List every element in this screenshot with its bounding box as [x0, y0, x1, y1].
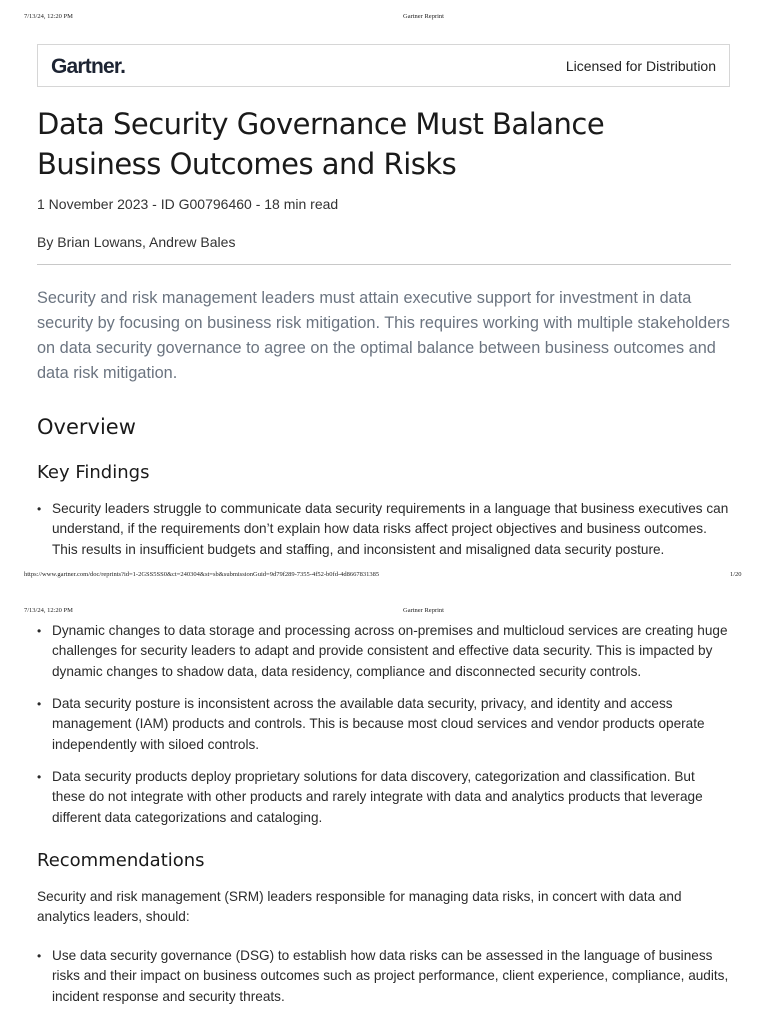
print-timestamp: 7/13/24, 12:20 PM	[24, 13, 73, 20]
bullet-icon: •	[37, 502, 42, 516]
key-finding-text: Data security posture is inconsistent across the available data security, privacy, and identity and access management (IAM) products and controls. This is because most cloud services and vendor products operate independently with siloed controls.	[52, 696, 705, 752]
list-item	[37, 694, 731, 755]
key-finding-text: Data security products deploy proprietary solutions for data discovery, categorization and classification. But these do not integrate with other products and rarely integrate with data and analytics products that leverage different data categorizations and cataloging.	[52, 769, 703, 825]
list-item	[37, 499, 731, 560]
print-timestamp: 7/13/24, 12:20 PM	[24, 607, 73, 614]
list-item	[37, 946, 731, 1007]
bullet-icon: •	[37, 697, 42, 711]
divider	[37, 264, 731, 265]
bullet-icon: •	[37, 624, 42, 638]
list-item	[37, 767, 731, 828]
print-title: Gartner Reprint	[403, 13, 444, 20]
license-label: Licensed for Distribution	[565, 58, 716, 74]
article-authors: By Brian Lowans, Andrew Bales	[37, 234, 236, 250]
recommendations-heading: Recommendations	[37, 850, 205, 871]
article-meta: 1 November 2023 - ID G00796460 - 18 min read	[37, 196, 339, 212]
logo-dot: .	[120, 55, 126, 78]
key-findings-heading: Key Findings	[37, 462, 150, 483]
print-title: Gartner Reprint	[403, 607, 444, 614]
article-summary: Security and risk management leaders must attain executive support for investment in data security by focusing on business risk mitigation. This requires working with multiple stakeholders on data security governance to agree on the optimal balance between business outcomes and data risk mitigation.	[37, 289, 730, 382]
recommendations-intro: Security and risk management (SRM) leaders responsible for managing data risks, in concert with data and analytics leaders, should:	[37, 889, 682, 925]
footer-page-number: 1/20	[730, 571, 742, 578]
article-title: Data Security Governance Must Balance Business Outcomes and Risks	[37, 107, 605, 181]
recommendation-text: Use data security governance (DSG) to establish how data risks can be assessed in the language of business risks and their impact on business outcomes such as project performance, client experience, compliance, audits, incident response and security threats.	[52, 948, 729, 1004]
gartner-logo[interactable]	[51, 55, 125, 79]
bullet-icon: •	[37, 770, 42, 784]
page-break	[0, 590, 768, 596]
bullet-icon: •	[37, 949, 42, 963]
logo-wordmark: Gartner	[51, 55, 121, 78]
overview-heading: Overview	[37, 415, 136, 439]
key-finding-text: Dynamic changes to data storage and processing across on-premises and multicloud services are creating huge challenges for security leaders to adapt and provide consistent and effective data security. This is impacted by dynamic changes to shadow data, data residency, compliance and disconnected security controls.	[52, 623, 728, 679]
document-header	[37, 44, 730, 87]
list-item	[37, 621, 731, 682]
key-finding-text: Security leaders struggle to communicate data security requirements in a language that business executives can understand, if the requirements don’t explain how data risks affect project objectives and business outcomes. This results in insufficient budgets and staffing, and inconsistent and misaligned data security posture.	[52, 501, 729, 557]
footer-url[interactable]: https://www.gartner.com/doc/reprints?id=1-2GSS5SS0&ct=240304&st=sb&submissionGuid=9d79f289-7355-4f52-b0fd-4d8667831385	[24, 571, 380, 578]
